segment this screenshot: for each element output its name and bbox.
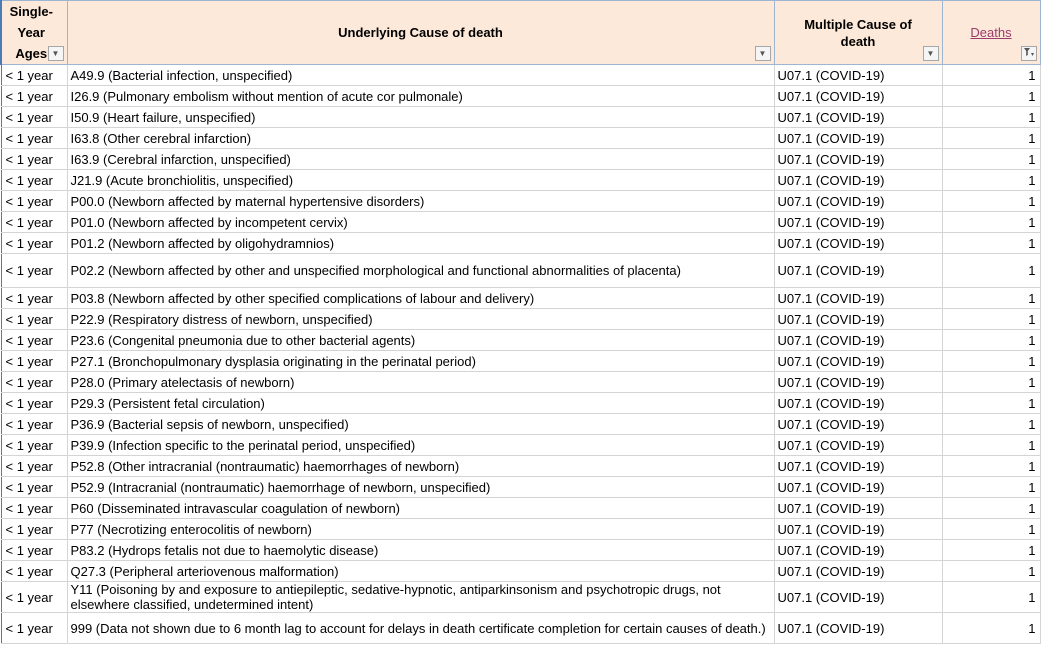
multiple-cause-cell[interactable]: U07.1 (COVID-19): [774, 477, 942, 498]
deaths-cell[interactable]: 1: [942, 309, 1040, 330]
filter-funnel-icon: [1023, 47, 1035, 58]
deaths-cell[interactable]: 1: [942, 191, 1040, 212]
age-cell[interactable]: < 1 year: [1, 65, 67, 86]
multiple-cause-cell[interactable]: U07.1 (COVID-19): [774, 107, 942, 128]
table-row: [1, 498, 1043, 519]
multiple-cause-cell[interactable]: U07.1 (COVID-19): [774, 414, 942, 435]
age-cell[interactable]: < 1 year: [1, 561, 67, 582]
deaths-cell[interactable]: 1: [942, 254, 1040, 288]
header-age-line1: Single-: [9, 4, 53, 19]
table-row: [1, 86, 1043, 107]
deaths-cell[interactable]: 1: [942, 561, 1040, 582]
table-row: [1, 107, 1043, 128]
header-multiple[interactable]: [774, 1, 942, 65]
cause-cell[interactable]: A49.9 (Bacterial infection, unspecified): [67, 65, 774, 86]
age-cell[interactable]: < 1 year: [1, 330, 67, 351]
table-row: [1, 170, 1043, 191]
table-row: [1, 149, 1043, 170]
age-cell[interactable]: < 1 year: [1, 191, 67, 212]
cause-cell[interactable]: P39.9 (Infection specific to the perinatal period, unspecified): [67, 435, 774, 456]
cause-cell[interactable]: P83.2 (Hydrops fetalis not due to haemolytic disease): [67, 540, 774, 561]
cause-cell[interactable]: I26.9 (Pulmonary embolism without mention of acute cor pulmonale): [67, 86, 774, 107]
multiple-cause-cell[interactable]: U07.1 (COVID-19): [774, 372, 942, 393]
table-row: [1, 561, 1043, 582]
multiple-cause-cell[interactable]: U07.1 (COVID-19): [774, 170, 942, 191]
table-row: [1, 456, 1043, 477]
deaths-cell[interactable]: 1: [942, 393, 1040, 414]
age-cell[interactable]: < 1 year: [1, 456, 67, 477]
deaths-cell[interactable]: 1: [942, 212, 1040, 233]
cause-cell[interactable]: P22.9 (Respiratory distress of newborn, unspecified): [67, 309, 774, 330]
deaths-cell[interactable]: 1: [942, 330, 1040, 351]
cause-filter-dropdown-icon[interactable]: ▼: [755, 46, 771, 61]
table-row: [1, 372, 1043, 393]
age-cell[interactable]: < 1 year: [1, 613, 67, 644]
multiple-cause-cell[interactable]: U07.1 (COVID-19): [774, 456, 942, 477]
age-cell[interactable]: < 1 year: [1, 309, 67, 330]
multiple-cause-cell[interactable]: U07.1 (COVID-19): [774, 254, 942, 288]
cause-cell[interactable]: P03.8 (Newborn affected by other specified complications of labour and delivery): [67, 288, 774, 309]
age-cell[interactable]: < 1 year: [1, 393, 67, 414]
table-row: [1, 254, 1043, 288]
multiple-filter-dropdown-icon[interactable]: ▼: [923, 46, 939, 61]
multiple-cause-cell[interactable]: U07.1 (COVID-19): [774, 212, 942, 233]
multiple-cause-cell[interactable]: U07.1 (COVID-19): [774, 540, 942, 561]
table-row: [1, 414, 1043, 435]
deaths-cell[interactable]: 1: [942, 288, 1040, 309]
table-row: [1, 540, 1043, 561]
cause-cell[interactable]: P01.0 (Newborn affected by incompetent cervix): [67, 212, 774, 233]
multiple-cause-cell[interactable]: U07.1 (COVID-19): [774, 435, 942, 456]
age-cell[interactable]: < 1 year: [1, 498, 67, 519]
age-cell[interactable]: < 1 year: [1, 128, 67, 149]
age-cell[interactable]: < 1 year: [1, 233, 67, 254]
table-row: [1, 582, 1043, 613]
cause-cell[interactable]: P36.9 (Bacterial sepsis of newborn, unspecified): [67, 414, 774, 435]
cause-cell[interactable]: 999 (Data not shown due to 6 month lag to account for delays in death certificate completion for certain causes of death.): [67, 613, 774, 644]
age-cell[interactable]: < 1 year: [1, 477, 67, 498]
deaths-cell[interactable]: 1: [942, 540, 1040, 561]
table-row: [1, 288, 1043, 309]
age-cell[interactable]: < 1 year: [1, 86, 67, 107]
age-cell[interactable]: < 1 year: [1, 107, 67, 128]
multiple-cause-cell[interactable]: U07.1 (COVID-19): [774, 149, 942, 170]
cause-cell[interactable]: P60 (Disseminated intravascular coagulation of newborn): [67, 498, 774, 519]
deaths-cell[interactable]: 1: [942, 128, 1040, 149]
deaths-cell[interactable]: 1: [942, 477, 1040, 498]
table-row: [1, 330, 1043, 351]
header-row: [1, 1, 1043, 65]
deaths-cell[interactable]: 1: [942, 456, 1040, 477]
age-cell[interactable]: < 1 year: [1, 149, 67, 170]
age-cell[interactable]: < 1 year: [1, 170, 67, 191]
header-cause-label: Underlying Cause of death: [338, 25, 503, 40]
table-row: [1, 212, 1043, 233]
deaths-cell[interactable]: 1: [942, 170, 1040, 191]
age-cell[interactable]: < 1 year: [1, 254, 67, 288]
cause-cell[interactable]: P01.2 (Newborn affected by oligohydramnios): [67, 233, 774, 254]
table-row: [1, 393, 1043, 414]
age-cell[interactable]: < 1 year: [1, 351, 67, 372]
cause-cell[interactable]: Q27.3 (Peripheral arteriovenous malformation): [67, 561, 774, 582]
deaths-cell[interactable]: 1: [942, 582, 1040, 613]
multiple-cause-cell[interactable]: U07.1 (COVID-19): [774, 393, 942, 414]
table-row: [1, 351, 1043, 372]
deaths-cell[interactable]: 1: [942, 498, 1040, 519]
multiple-cause-cell[interactable]: U07.1 (COVID-19): [774, 65, 942, 86]
cause-cell[interactable]: J21.9 (Acute bronchiolitis, unspecified): [67, 170, 774, 191]
cause-cell[interactable]: P23.6 (Congenital pneumonia due to other bacterial agents): [67, 330, 774, 351]
multiple-cause-cell[interactable]: U07.1 (COVID-19): [774, 519, 942, 540]
deaths-cell[interactable]: 1: [942, 613, 1040, 644]
cause-cell[interactable]: P29.3 (Persistent fetal circulation): [67, 393, 774, 414]
multiple-cause-cell[interactable]: U07.1 (COVID-19): [774, 309, 942, 330]
age-cell[interactable]: < 1 year: [1, 212, 67, 233]
multiple-cause-cell[interactable]: U07.1 (COVID-19): [774, 128, 942, 149]
multiple-cause-cell[interactable]: U07.1 (COVID-19): [774, 351, 942, 372]
age-cell[interactable]: < 1 year: [1, 540, 67, 561]
table-row: [1, 65, 1043, 86]
header-multiple-line2: death: [840, 33, 876, 49]
deaths-filter-active-icon[interactable]: [1021, 46, 1037, 61]
header-age-line2: Year: [17, 25, 45, 40]
table-row: [1, 309, 1043, 330]
age-cell[interactable]: < 1 year: [1, 414, 67, 435]
multiple-cause-cell[interactable]: U07.1 (COVID-19): [774, 561, 942, 582]
multiple-cause-cell[interactable]: U07.1 (COVID-19): [774, 191, 942, 212]
age-cell[interactable]: < 1 year: [1, 435, 67, 456]
age-cell[interactable]: < 1 year: [1, 288, 67, 309]
deaths-cell[interactable]: 1: [942, 414, 1040, 435]
cause-cell[interactable]: I50.9 (Heart failure, unspecified): [67, 107, 774, 128]
cause-cell[interactable]: P28.0 (Primary atelectasis of newborn): [67, 372, 774, 393]
cause-cell[interactable]: P00.0 (Newborn affected by maternal hypertensive disorders): [67, 191, 774, 212]
deaths-cell[interactable]: 1: [942, 372, 1040, 393]
deaths-cell[interactable]: 1: [942, 149, 1040, 170]
header-age[interactable]: [1, 1, 67, 65]
table-row: [1, 435, 1043, 456]
deaths-cell[interactable]: 1: [942, 435, 1040, 456]
cause-cell[interactable]: P52.8 (Other intracranial (nontraumatic) haemorrhages of newborn): [67, 456, 774, 477]
cause-cell[interactable]: Y11 (Poisoning by and exposure to antiepileptic, sedative-hypnotic, antiparkinsonism and psychotropic drugs, not elsewhere classified, undetermined intent): [67, 582, 774, 613]
table-body: [1, 65, 1043, 644]
deaths-cell[interactable]: 1: [942, 519, 1040, 540]
table-row: [1, 233, 1043, 254]
cause-cell[interactable]: I63.8 (Other cerebral infarction): [67, 128, 774, 149]
multiple-cause-cell[interactable]: U07.1 (COVID-19): [774, 233, 942, 254]
cause-cell[interactable]: I63.9 (Cerebral infarction, unspecified): [67, 149, 774, 170]
table-row: [1, 477, 1043, 498]
cause-cell[interactable]: P27.1 (Bronchopulmonary dysplasia originating in the perinatal period): [67, 351, 774, 372]
table-row: [1, 191, 1043, 212]
multiple-cause-cell[interactable]: U07.1 (COVID-19): [774, 288, 942, 309]
header-age-line3: Ages: [15, 46, 48, 61]
age-cell[interactable]: < 1 year: [1, 372, 67, 393]
deaths-cell[interactable]: 1: [942, 233, 1040, 254]
deaths-cell[interactable]: 1: [942, 107, 1040, 128]
table-row: [1, 128, 1043, 149]
header-cause[interactable]: [67, 1, 774, 65]
multiple-cause-cell[interactable]: U07.1 (COVID-19): [774, 613, 942, 644]
header-deaths[interactable]: [942, 1, 1040, 65]
deaths-cell[interactable]: 1: [942, 65, 1040, 86]
cause-cell[interactable]: P02.2 (Newborn affected by other and unspecified morphological and functional abnormalities of placenta): [67, 254, 774, 288]
deaths-cell[interactable]: 1: [942, 351, 1040, 372]
header-multiple-line1: Multiple Cause of: [804, 16, 912, 32]
age-cell[interactable]: < 1 year: [1, 582, 67, 613]
table-row: [1, 613, 1043, 644]
age-filter-dropdown-icon[interactable]: ▼: [48, 46, 64, 61]
age-cell[interactable]: < 1 year: [1, 519, 67, 540]
cause-cell[interactable]: P77 (Necrotizing enterocolitis of newborn): [67, 519, 774, 540]
multiple-cause-cell[interactable]: U07.1 (COVID-19): [774, 498, 942, 519]
deaths-cell[interactable]: 1: [942, 86, 1040, 107]
multiple-cause-cell[interactable]: U07.1 (COVID-19): [774, 582, 942, 613]
cause-cell[interactable]: P52.9 (Intracranial (nontraumatic) haemorrhage of newborn, unspecified): [67, 477, 774, 498]
deaths-link[interactable]: Deaths: [970, 25, 1012, 40]
table-row: [1, 519, 1043, 540]
multiple-cause-cell[interactable]: U07.1 (COVID-19): [774, 86, 942, 107]
multiple-cause-cell[interactable]: U07.1 (COVID-19): [774, 330, 942, 351]
